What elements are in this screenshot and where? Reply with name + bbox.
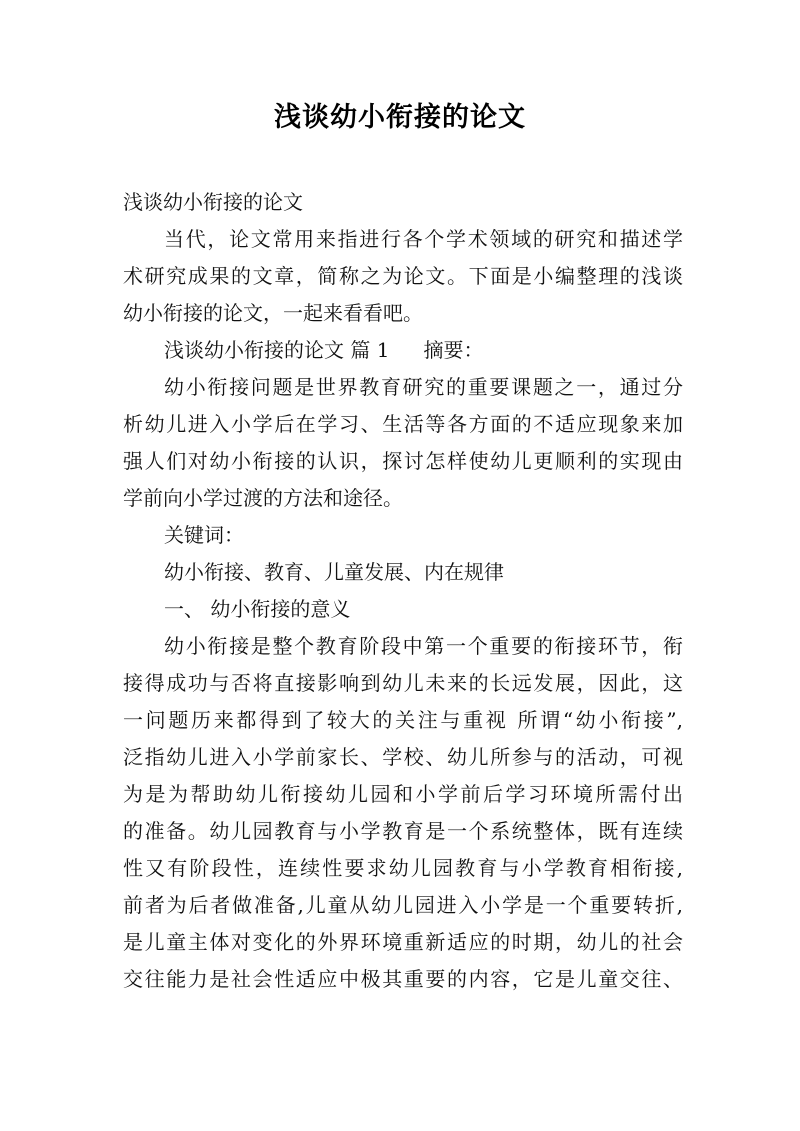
document-body [123, 184, 683, 998]
abstract-line: 强人们对幼小衔接的认识，探讨怎样使幼儿更顺利的实现由 [123, 449, 683, 473]
intro-line: 当代，论文常用来指进行各个学术领域的研究和描述学 [164, 227, 683, 251]
section-line: 接得成功与否将直接影响到幼儿未来的长远发展，因此，这 [123, 671, 683, 695]
section-line: 为是为帮助幼儿衔接幼儿园和小学前后学习环境所需付出 [123, 782, 683, 806]
part-heading: 浅谈幼小衔接的论文 篇 1 [164, 338, 390, 362]
part-heading-line [123, 332, 683, 369]
section-line: 是儿童主体对变化的外界环境重新适应的时期，幼儿的社会 [123, 930, 683, 954]
section-heading: 一、 幼小衔接的意义 [164, 597, 351, 621]
section-line: 幼小衔接是整个教育阶段中第一个重要的衔接环节，衔 [164, 634, 683, 658]
section-line: 交往能力是社会性适应中极其重要的内容，它是儿童交往、 [123, 967, 683, 991]
document-title: 浅谈幼小衔接的论文 [274, 102, 526, 133]
keywords-label: 关键词： [164, 523, 244, 547]
section-line: 泛指幼儿进入小学前家长、学校、幼儿所参与的活动，可视 [123, 745, 683, 769]
intro-line: 术研究成果的文章，简称之为论文。下面是小编整理的浅谈 [123, 264, 683, 288]
keywords: 幼小衔接、教育、儿童发展、内在规律 [164, 560, 504, 584]
intro-line: 幼小衔接的论文，一起来看看吧。 [123, 301, 423, 325]
abstract-label: 摘要： [423, 338, 484, 362]
abstract-line: 学前向小学过渡的方法和途径。 [123, 486, 403, 510]
section-line: 性又有阶段性，连续性要求幼儿园教育与小学教育相衔接, [123, 856, 683, 880]
subtitle: 浅谈幼小衔接的论文 [123, 190, 303, 214]
abstract-line: 幼小衔接问题是世界教育研究的重要课题之一，通过分 [164, 375, 683, 399]
abstract-line: 析幼儿进入小学后在学习、生活等各方面的不适应现象来加 [123, 412, 683, 436]
section-line: 的准备。幼儿园教育与小学教育是一个系统整体，既有连续 [123, 819, 683, 843]
section-line: 前者为后者做准备,儿童从幼儿园进入小学是一个重要转折, [123, 893, 683, 917]
section-line: 一问题历来都得到了较大的关注与重视 所谓“幼小衔接”, [123, 708, 683, 732]
